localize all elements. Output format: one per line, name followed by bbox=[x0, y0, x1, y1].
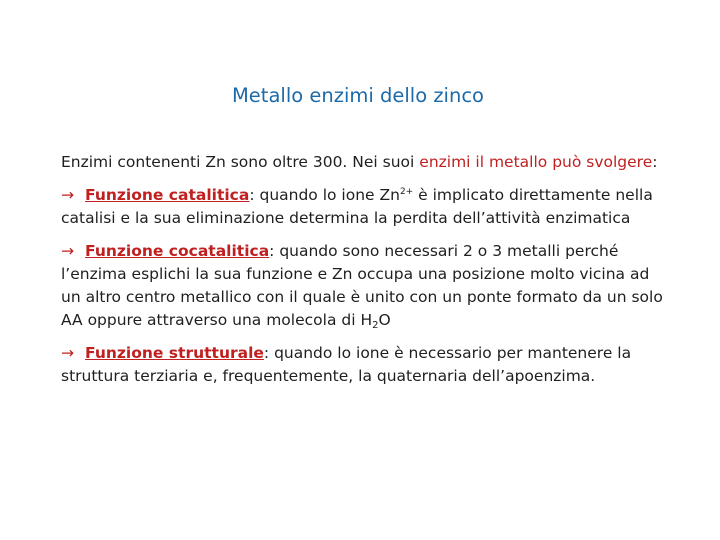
item-text-a: : quando lo ione è necessario per mantenere la struttura terziaria e, frequentemente, la quaternaria dell’apoenzima. bbox=[61, 344, 632, 385]
list-item-structural bbox=[61, 342, 671, 388]
term-cocatalytic: Funzione cocatalitica bbox=[85, 242, 270, 260]
arrow-right-icon: → bbox=[61, 186, 74, 204]
intro-highlight: enzimi il metallo può svolgere bbox=[419, 153, 653, 171]
arrow-right-icon: → bbox=[61, 242, 74, 260]
item-text-b: O bbox=[378, 311, 391, 329]
list-item-catalytic bbox=[61, 184, 671, 230]
term-catalytic: Funzione catalitica bbox=[85, 186, 250, 204]
item-subscript: 2 bbox=[372, 320, 379, 331]
intro-text: Enzimi contenenti Zn sono oltre 300. Nei suoi bbox=[61, 153, 420, 171]
slide-title: Metallo enzimi dello zinco bbox=[231, 84, 484, 107]
item-text-b: è implicato direttamente nella catalisi e la sua eliminazione determina la perdita dell’attività enzimatica bbox=[61, 186, 653, 227]
intro-paragraph bbox=[61, 151, 671, 174]
item-text-a: : quando lo ione Zn bbox=[249, 186, 400, 204]
term-structural: Funzione strutturale bbox=[85, 344, 264, 362]
item-text-a: : quando sono necessari 2 o 3 metalli perché l’enzima esplichi la sua funzione e Zn occupa una posizione molto vicina ad un altro centro metallico con il quale è unito con un ponte formato da un solo AA oppure attraverso una molecola di H bbox=[61, 242, 663, 329]
arrow-right-icon: → bbox=[61, 344, 74, 362]
item-superscript: 2+ bbox=[399, 187, 414, 197]
list-item-cocatalytic bbox=[61, 240, 671, 332]
intro-end: : bbox=[652, 153, 658, 171]
slide-content bbox=[61, 151, 671, 398]
